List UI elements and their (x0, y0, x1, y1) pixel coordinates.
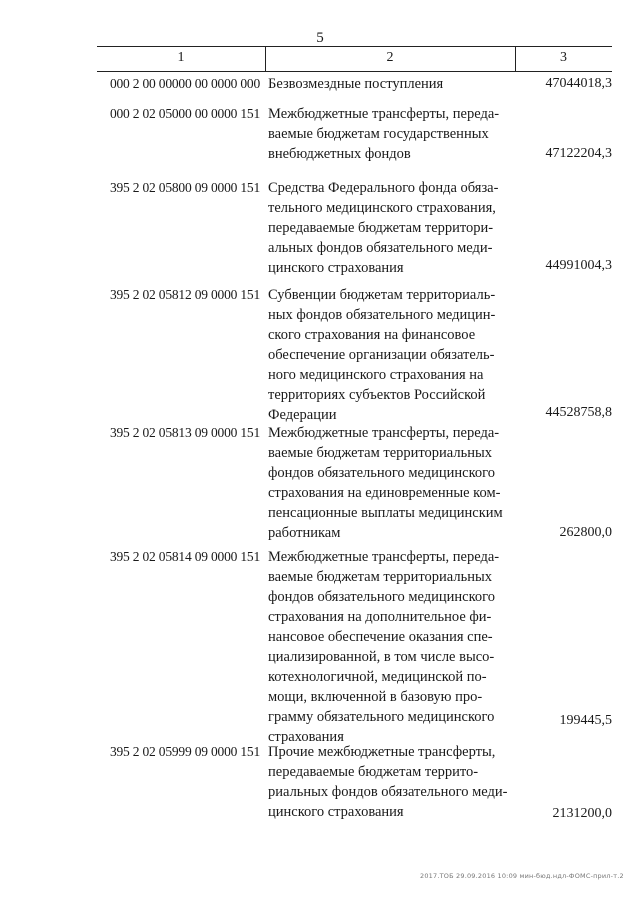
description-line: ного медицинского страхования на (268, 367, 484, 383)
row-description (268, 547, 516, 747)
description-line: передаваемые бюджетам территори- (268, 220, 494, 236)
budget-code: 000 2 00 00000 00 0000 000 (109, 76, 260, 91)
description-line: ных фондов обязательного медицин- (268, 307, 496, 323)
description-line: Федерации (268, 407, 337, 423)
description-line: ваемые бюджетам государственных (268, 126, 489, 142)
description-line: внебюджетных фондов (268, 146, 411, 162)
description-line: ского страхования на финансовое (268, 327, 476, 343)
budget-code: 000 2 02 05000 00 0000 151 (109, 106, 260, 121)
row-description (268, 742, 516, 822)
row-amount: 2131200,0 (552, 806, 612, 821)
description-line: тельного медицинского страхования, (268, 200, 496, 216)
description-line: цинского страхования (268, 260, 404, 276)
description-line: передаваемые бюджетам террито- (268, 764, 479, 780)
row-amount: 44528758,8 (545, 405, 612, 420)
row-amount: 44991004,3 (545, 258, 612, 273)
description-line: Безвозмездные поступления (268, 76, 444, 92)
description-line: страхования на дополнительное фи- (268, 609, 492, 625)
description-line: мощи, включенной в базовую про- (268, 689, 483, 705)
row-amount: 47122204,3 (545, 146, 612, 161)
budget-code: 395 2 02 05813 09 0000 151 (109, 425, 260, 440)
row-amount: 262800,0 (559, 525, 612, 540)
budget-code: 395 2 02 05812 09 0000 151 (109, 287, 260, 302)
description-line: обеспечение организации обязатель- (268, 347, 495, 363)
description-line: Средства Федерального фонда обяза- (268, 180, 499, 196)
budget-code: 395 2 02 05999 09 0000 151 (109, 744, 260, 759)
document-footer-stamp: 2017.ТОБ 29.09.2016 10:09 мин-бюд.ндл-ФОМС-прил-т.2 (420, 872, 624, 880)
description-line: фондов обязательного медицинского (268, 589, 495, 605)
row-description (268, 423, 516, 543)
column-header-2: 2 (386, 50, 394, 65)
budget-code: 395 2 02 05800 09 0000 151 (109, 180, 260, 195)
row-amount: 199445,5 (559, 713, 612, 728)
description-line: пенсационные выплаты медицинским (268, 505, 503, 521)
description-line: страхования (268, 729, 344, 745)
description-line: циализированной, в том числе высо- (268, 649, 495, 665)
row-description (268, 104, 516, 164)
row-amount: 47044018,3 (545, 76, 612, 91)
column-header-3: 3 (560, 50, 567, 65)
description-line: грамму обязательного медицинского (268, 709, 495, 725)
page-number: 5 (316, 30, 324, 46)
description-line: альных фондов обязательного меди- (268, 240, 493, 256)
description-line: фондов обязательного медицинского (268, 465, 495, 481)
description-line: ваемые бюджетам территориальных (268, 445, 492, 461)
description-line: цинского страхования (268, 804, 404, 820)
description-line: Субвенции бюджетам территориаль- (268, 287, 496, 303)
description-line: котехнологичной, медицинской по- (268, 669, 487, 685)
row-description (268, 178, 516, 278)
description-line: Межбюджетные трансферты, переда- (268, 425, 500, 441)
row-description (268, 74, 516, 94)
description-line: Прочие межбюджетные трансферты, (268, 744, 496, 760)
table-header (97, 46, 612, 72)
row-description (268, 285, 516, 425)
description-line: нансовое обеспечение оказания спе- (268, 629, 493, 645)
description-line: территориях субъектов Российской (268, 387, 486, 403)
description-line: Межбюджетные трансферты, переда- (268, 549, 500, 565)
description-line: Межбюджетные трансферты, переда- (268, 106, 500, 122)
description-line: работникам (268, 525, 341, 541)
description-line: ваемые бюджетам территориальных (268, 569, 492, 585)
description-line: страхования на единовременные ком- (268, 485, 501, 501)
column-header-1: 1 (177, 50, 185, 65)
budget-code: 395 2 02 05814 09 0000 151 (109, 549, 260, 564)
description-line: риальных фондов обязательного меди- (268, 784, 508, 800)
